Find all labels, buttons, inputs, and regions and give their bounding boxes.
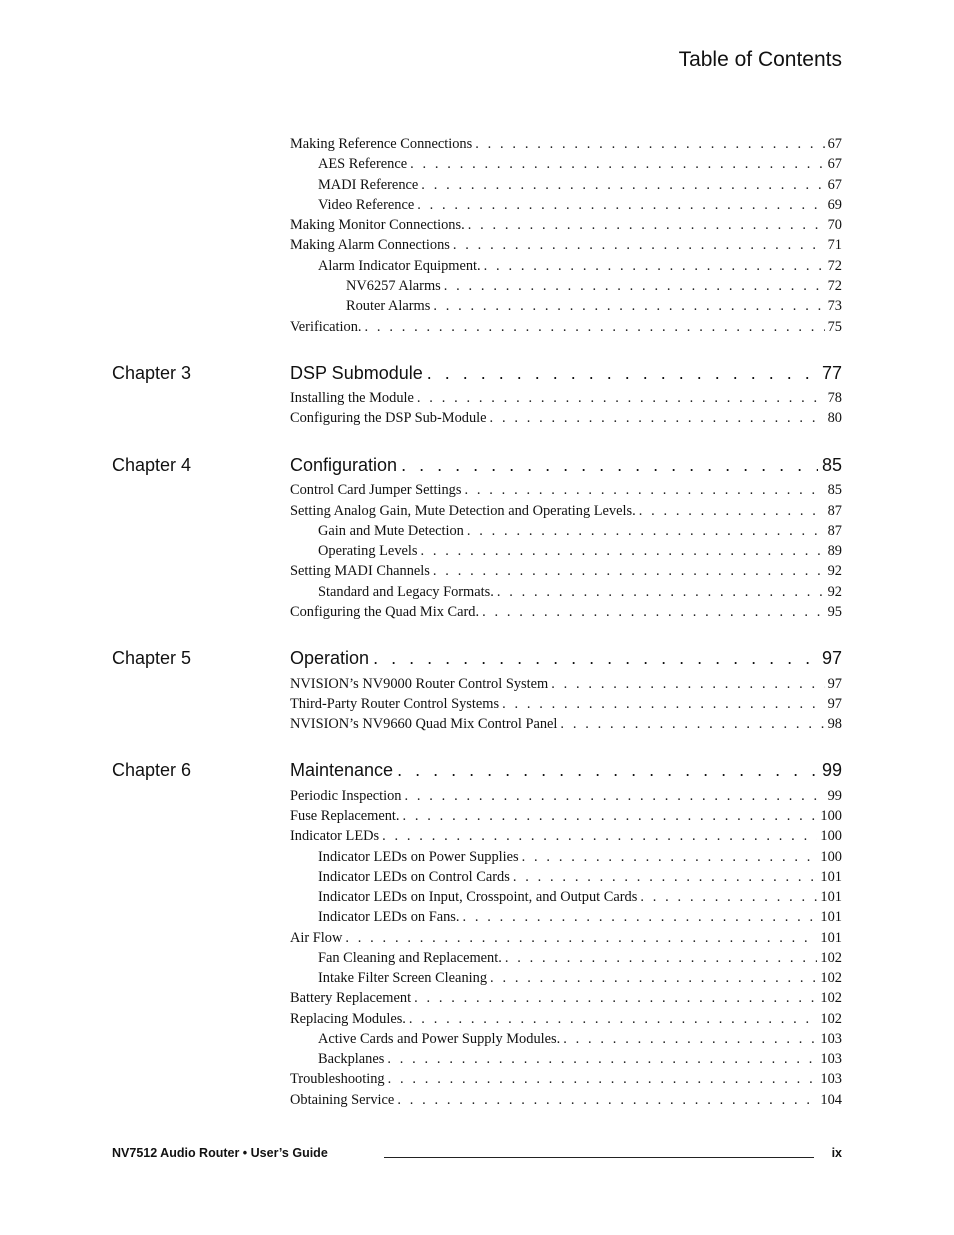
toc-entry-page: 103 [820,1051,842,1067]
leader-dots [401,455,818,476]
leader-dots [397,1092,817,1109]
toc-entry-label: Standard and Legacy Formats. [318,584,494,600]
chapter-title: Maintenance [290,760,394,780]
toc-entry-page: 92 [827,563,842,579]
leader-dots [403,808,818,825]
toc-entry[interactable] [290,696,842,713]
leader-dots [388,1071,818,1088]
toc-entry-label: Making Monitor Connections. [290,217,465,233]
toc-entry-page: 103 [820,1071,842,1087]
leader-dots [468,217,825,234]
leader-dots [490,410,825,427]
toc-entry-label: Indicator LEDs on Control Cards [318,869,510,885]
toc-entry[interactable] [318,197,842,214]
toc-entry[interactable] [318,950,842,967]
toc-entry-page: 85 [827,482,842,498]
toc-entry[interactable] [318,1051,842,1068]
toc-entry-page: 100 [820,808,842,824]
leader-dots [417,197,824,214]
leader-dots [482,604,825,621]
toc-entry[interactable] [346,298,842,315]
leader-dots [453,237,825,254]
footer-document-title: NV7512 Audio Router • User’s Guide [112,1146,328,1160]
leader-dots [640,889,817,906]
chapter-number: Chapter 5 [112,648,192,668]
toc-entry[interactable] [290,676,842,693]
toc-entry[interactable] [318,523,842,540]
toc-entry-label: Gain and Mute Detection [318,523,464,539]
toc-entry-label: Replacing Modules. [290,1011,406,1027]
toc-entry[interactable] [318,909,842,926]
toc-entry-page: 87 [827,523,842,539]
toc-entry-label: Configuring the DSP Sub-Module [290,410,487,426]
leader-dots [414,990,817,1007]
chapter-page: 99 [821,760,842,780]
toc-entry-page: 67 [827,177,842,193]
toc-entry-page: 67 [827,136,842,152]
toc-entry[interactable] [290,828,842,845]
toc-entry-label: Air Flow [290,930,343,946]
chapter-heading[interactable] [290,760,842,781]
leader-dots [563,1031,817,1048]
leader-dots [462,909,817,926]
toc-entry-label: Indicator LEDs [290,828,380,844]
toc-entry[interactable] [290,604,842,621]
toc-entry-label: MADI Reference [318,177,419,193]
toc-entry[interactable] [290,136,842,153]
toc-entry[interactable] [318,970,842,987]
leader-dots [497,584,825,601]
toc-entry-page: 67 [827,156,842,172]
toc-entry-page: 99 [827,788,842,804]
toc-entry-label: Troubleshooting [290,1071,385,1087]
toc-entry[interactable] [290,788,842,805]
toc-entry-label: Indicator LEDs on Input, Crosspoint, and Output Cards [318,889,638,905]
toc-entry-page: 102 [820,970,842,986]
chapter-heading[interactable] [290,455,842,476]
leader-dots [405,788,825,805]
toc-entry-page: 97 [827,696,842,712]
chapter-title: Configuration [290,455,398,475]
toc-entry-page: 102 [820,1011,842,1027]
leader-dots [505,950,818,967]
toc-entry[interactable] [318,869,842,886]
toc-entry-label: Making Reference Connections [290,136,473,152]
toc-entry-page: 80 [827,410,842,426]
leader-dots [433,563,825,580]
toc-entry-page: 100 [820,849,842,865]
toc-entry-page: 101 [820,889,842,905]
toc-entry[interactable] [290,1092,842,1109]
leader-dots [551,676,824,693]
leader-dots [484,258,825,275]
chapter-page: 77 [821,363,842,383]
leader-dots [444,278,825,295]
toc-entry-label: Setting MADI Channels [290,563,430,579]
footer-divider [384,1157,814,1158]
toc-entry-page: 71 [827,237,842,253]
leader-dots [639,503,825,520]
toc-entry-label: Obtaining Service [290,1092,395,1108]
leader-dots [427,363,818,384]
leader-dots [410,156,825,173]
toc-entry-page: 104 [820,1092,842,1108]
toc-entry-page: 89 [827,543,842,559]
leader-dots [421,177,824,194]
toc-entry-label: Intake Filter Screen Cleaning [318,970,488,986]
leader-dots [345,930,817,947]
toc-entry-page: 103 [820,1031,842,1047]
toc-entry-label: Setting Analog Gain, Mute Detection and Operating Levels. [290,503,636,519]
leader-dots [373,648,818,669]
leader-dots [409,1011,818,1028]
toc-entry[interactable] [318,177,842,194]
toc-entry[interactable] [290,990,842,1007]
toc-entry-page: 92 [827,584,842,600]
toc-entry[interactable] [290,319,842,336]
chapter-page: 97 [821,648,842,668]
leader-dots [475,136,824,153]
leader-dots [365,319,825,336]
toc-entry-page: 101 [820,909,842,925]
toc-entry[interactable] [290,237,842,254]
toc-entry[interactable] [290,808,842,825]
toc-entry[interactable] [290,1071,842,1088]
toc-entry-page: 69 [827,197,842,213]
toc-entry-label: Fuse Replacement. [290,808,400,824]
chapter-number: Chapter 6 [112,760,192,780]
toc-entry-label: Making Alarm Connections [290,237,450,253]
toc-entry[interactable] [290,930,842,947]
toc-entry[interactable] [318,889,842,906]
toc-entry[interactable] [290,503,842,520]
leader-dots [387,1051,817,1068]
toc-entry-label: Battery Replacement [290,990,412,1006]
chapter-heading[interactable] [290,363,842,384]
chapter-title: Operation [290,648,370,668]
toc-entry-page: 102 [820,950,842,966]
toc-entry[interactable] [290,410,842,427]
leader-dots [464,482,824,499]
leader-dots [490,970,817,987]
toc-entry-label: Backplanes [318,1051,385,1067]
toc-entry-label: Configuring the Quad Mix Card. [290,604,480,620]
toc-entry[interactable] [290,716,842,733]
toc-entry-label: Indicator LEDs on Fans. [318,909,460,925]
footer-page-number: ix [831,1146,842,1160]
toc-entry-page: 72 [827,258,842,274]
toc-entry-label: NVISION’s NV9660 Quad Mix Control Panel [290,716,558,732]
toc-entry-label: Verification. [290,319,362,335]
toc-entry-label: Operating Levels [318,543,418,559]
leader-dots [513,869,818,886]
chapter-number: Chapter 3 [112,363,192,383]
toc-entry-label: NVISION’s NV9000 Router Control System [290,676,549,692]
toc-entry-page: 95 [827,604,842,620]
toc-entry[interactable] [290,217,842,234]
toc-entry-label: Alarm Indicator Equipment. [318,258,481,274]
toc-entry-label: Third-Party Router Control Systems [290,696,500,712]
leader-dots [417,390,825,407]
toc-entry[interactable] [318,156,842,173]
toc-entry-label: Installing the Module [290,390,414,406]
leader-dots [421,543,825,560]
leader-dots [382,828,817,845]
toc-entry[interactable] [318,1031,842,1048]
toc-entry[interactable] [290,482,842,499]
toc-entry-label: Control Card Jumper Settings [290,482,462,498]
toc-entry-page: 70 [827,217,842,233]
toc-entry[interactable] [290,563,842,580]
toc-entry[interactable] [290,1011,842,1028]
toc-entry[interactable] [318,584,842,601]
chapter-page: 85 [821,455,842,475]
leader-dots [522,849,818,866]
toc-entry-label: Video Reference [318,197,415,213]
toc-entry-label: Indicator LEDs on Power Supplies [318,849,519,865]
toc-entry[interactable] [290,390,842,407]
toc-entry-page: 100 [820,828,842,844]
leader-dots [433,298,824,315]
toc-entry[interactable] [318,849,842,866]
toc-entry-label: Router Alarms [346,298,431,314]
toc-entry-label: Periodic Inspection [290,788,402,804]
chapter-number: Chapter 4 [112,455,192,475]
toc-entry-page: 98 [827,716,842,732]
page-title: Table of Contents [678,48,842,71]
toc-entry-page: 101 [820,869,842,885]
leader-dots [397,760,818,781]
toc-entry-page: 87 [827,503,842,519]
toc-entry-page: 78 [827,390,842,406]
toc-entry-page: 72 [827,278,842,294]
toc-entry[interactable] [346,278,842,295]
toc-entry-page: 73 [827,298,842,314]
leader-dots [502,696,825,713]
toc-entry-page: 102 [820,990,842,1006]
toc-entry-label: Fan Cleaning and Replacement. [318,950,502,966]
chapter-heading[interactable] [290,648,842,669]
toc-entry-page: 75 [827,319,842,335]
toc-entry-page: 97 [827,676,842,692]
toc-entry-label: AES Reference [318,156,408,172]
chapter-title: DSP Submodule [290,363,423,383]
toc-entry[interactable] [318,543,842,560]
leader-dots [467,523,825,540]
toc-entry-label: NV6257 Alarms [346,278,441,294]
leader-dots [560,716,824,733]
toc-entry-page: 101 [820,930,842,946]
toc-entry[interactable] [318,258,842,275]
toc-entry-label: Active Cards and Power Supply Modules. [318,1031,561,1047]
